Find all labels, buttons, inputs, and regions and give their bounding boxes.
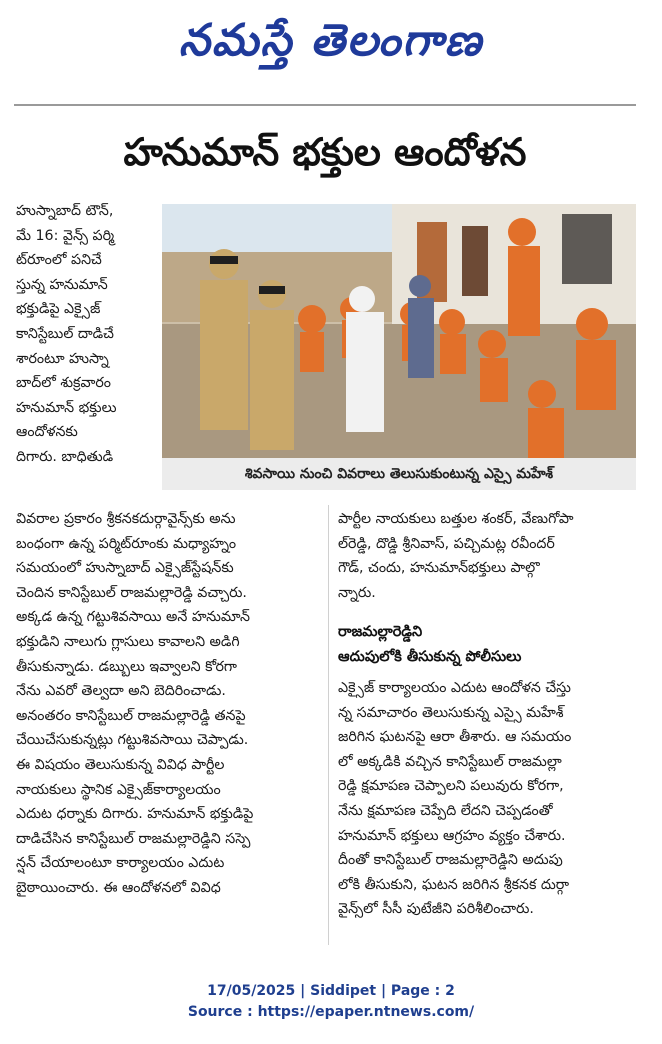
article-line: దిగారు. బాధితుడి xyxy=(16,448,114,465)
article-column-right-top xyxy=(338,507,640,605)
article-line: కానిస్టేబుల్ దాడిచే xyxy=(16,325,114,342)
article-line: దాడిచేసిన కానిస్టేబుల్ రాజమల్లారెడ్డిని సస్పె xyxy=(16,830,251,847)
article-line: వైన్స్‌లో సీసీ పుటేజీని పరిశీలించారు. xyxy=(338,901,534,918)
masthead-title: నమస్తే తెలంగాణ xyxy=(178,15,484,66)
footer-source-link[interactable]: Source : https://epaper.ntnews.com/ xyxy=(187,1004,475,1020)
article-line: స్తున్న హనుమాన్ xyxy=(16,276,108,293)
article-line: దీంతో కానిస్టేబుల్ రాజమల్లారెడ్డిని అదుపు xyxy=(338,852,563,869)
article-line: అనంతరం కానిస్టేబుల్ రాజమల్లారెడ్డి తనపై xyxy=(16,707,246,724)
article-line: భక్తుడిపై ఎక్సైజ్ xyxy=(16,301,101,318)
article-line: చెందిన కానిస్టేబుల్ రాజమల్లారెడ్డి వచ్చారు. xyxy=(16,584,247,601)
headline: హనుమాన్ భక్తుల ఆందోళన xyxy=(123,130,527,174)
article-line: ఈ విషయం తెలుసుకున్న వివిధ పార్టీల xyxy=(16,756,225,773)
news-photo xyxy=(162,204,636,458)
article-line: ఎదుట ధర్నాకు దిగారు. హనుమాన్ భక్తుడిపై xyxy=(16,806,254,823)
footer-date-edition: 17/05/2025 | Siddipet | Page : 2 xyxy=(207,983,455,999)
subheading-line: రాజమల్లారెడ్డిని xyxy=(338,624,423,640)
article-line: పార్టీల నాయకులు బత్తుల శంకర్, వేణుగోపా xyxy=(338,511,574,527)
article-line: గౌడ్, చందు, హనుమాన్‌భక్తులు పాల్గొ xyxy=(338,560,540,577)
article-line: ఆందోళనకు xyxy=(16,424,78,441)
article-line: వివరాల ప్రకారం శ్రీకనకదుర్గావైన్స్‌కు అను xyxy=(16,511,236,527)
article-line: లోకి తీసుకుని, ఘటన జరిగిన శ్రీకనక దుర్గా xyxy=(338,876,570,893)
article-line: నాయకులు స్థానిక ఎక్సైజ్‌కార్యాలయం xyxy=(16,781,221,798)
article-line: ల్‌రెడ్డి, దొడ్డి శ్రీనివాస్, పచ్చిమట్ల రవీందర్ xyxy=(338,535,555,552)
article-subheading xyxy=(338,620,640,670)
article-line: ఎక్సైజ్ కార్యాలయం ఎదుట ఆందోళన చేస్తు xyxy=(338,680,571,696)
article-line: అక్కడ ఉన్న గట్టుశివసాయి అనే హనుమాన్ xyxy=(16,609,250,626)
article-line: బైఠాయించారు. ఈ ఆందోళనలో వివిధ xyxy=(16,879,221,896)
article-line: న్షన్ చేయాలంటూ కార్యాలయం ఎదుట xyxy=(16,855,225,872)
article-line: భక్తుడిని నాలుగు గ్లాసులు కావాలని అడిగి xyxy=(16,633,240,650)
article-line: మే 16: వైన్స్ పర్మి xyxy=(16,227,115,244)
article-line: నేను ఎవరో తెల్వదా అని బెదిరించాడు. xyxy=(16,683,226,700)
article-intro xyxy=(16,199,158,470)
article-line: బంధంగా ఉన్న పర్మిట్‌రూంకు మధ్యాహ్నం xyxy=(16,535,237,552)
header-rule xyxy=(14,104,636,106)
article-line: రెడ్డి క్షమాపణ చెప్పాలని పలువురు కోరగా, xyxy=(338,778,564,795)
article-column-left xyxy=(16,507,318,901)
article-line: లో అక్కడికి వచ్చిన కానిస్టేబుల్ రాజమల్లా xyxy=(338,753,562,770)
article-line: నేను క్షమాపణ చెప్పేది లేదని చెప్పడంతో xyxy=(338,802,553,819)
column-divider xyxy=(328,505,329,945)
article-line: ట్‌రూంలో పనిచే xyxy=(16,252,102,269)
photo-caption: శివసాయి నుంచి వివరాలు తెలుసుకుంటున్న ఎస్సై మహేశ్ xyxy=(162,458,636,490)
article-line: న్నారు. xyxy=(338,584,376,601)
article-line: హనుమాన్ భక్తులు xyxy=(16,399,117,416)
news-photo-illustration xyxy=(162,204,636,458)
article-line: జరిగిన ఘటనపై ఆరా తీశారు. ఆ సమయం xyxy=(338,729,572,746)
article-line: బాద్‌లో శుక్రవారం xyxy=(16,375,111,392)
article-line: సమయంలో హుస్నాబాద్ ఎక్సైజ్‌స్టేషన్‌కు xyxy=(16,560,234,577)
subheading-line: ఆదుపులోకి తీసుకున్న పోలీసులు xyxy=(338,649,522,665)
article-line: న్న సమాచారం తెలుసుకున్న ఎస్సై మహేశ్ xyxy=(338,704,564,721)
article-line: చేయిచేసుకున్నట్లు గట్టుశివసాయి చెప్పాడు. xyxy=(16,732,249,749)
article-line: శారంటూ హుస్నా xyxy=(16,350,109,367)
article-line: హుస్నాబాద్ టౌన్, xyxy=(16,203,114,219)
article-column-right-bottom xyxy=(338,676,640,922)
article-line: తీసుకున్నాడు. డబ్బులు ఇవ్వాలని కోరగా xyxy=(16,658,237,675)
article-line: హనుమాన్ భక్తులు ఆగ్రహం వ్యక్తం చేశారు. xyxy=(338,827,566,844)
